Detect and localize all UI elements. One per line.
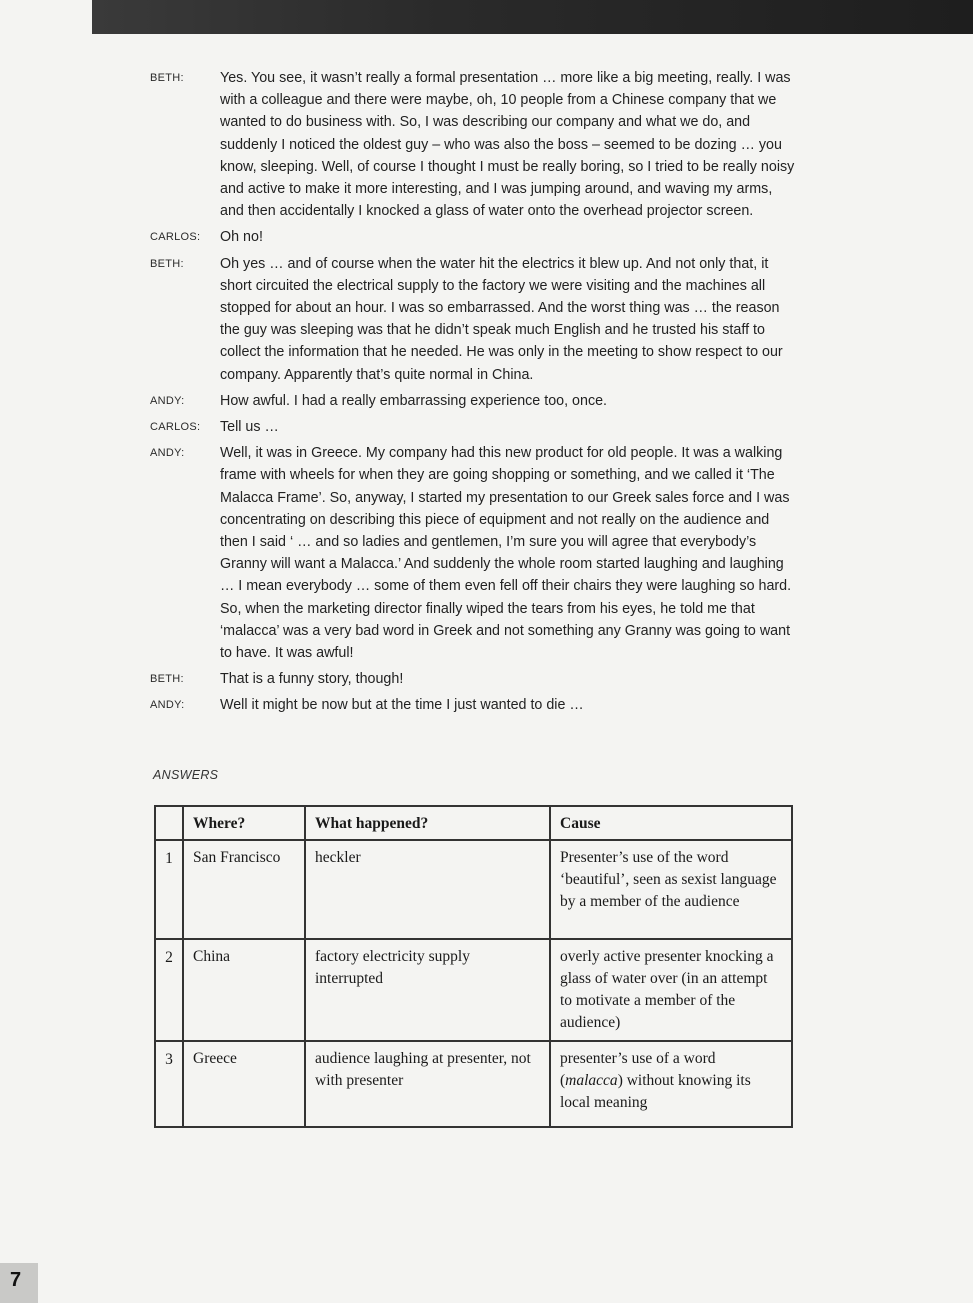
speaker-label: CARLOS:	[150, 421, 201, 434]
speaker-label: CARLOS:	[150, 231, 201, 244]
dialogue-transcript	[150, 67, 800, 721]
row-number: 1	[155, 840, 183, 939]
cause-text: ) without knowing its local meaning	[560, 1072, 751, 1111]
speech-text: That is a funny story, though!	[220, 671, 404, 688]
speaker-label: ANDY:	[150, 699, 185, 712]
cell-what-happened: factory electricity supply interrupted	[305, 939, 550, 1041]
answers-table	[154, 805, 793, 1128]
speech-text: Well it might be now but at the time I just wanted to die …	[220, 697, 584, 714]
dialogue-line	[150, 390, 800, 412]
cell-cause: overly active presenter knocking a glass of water over (in an attempt to motivate a member of the audience)	[550, 939, 792, 1041]
table-row	[155, 939, 792, 1041]
answers-heading: ANSWERS	[153, 768, 219, 782]
header-where: Where?	[183, 806, 305, 840]
speech-text: Well, it was in Greece. My company had this new product for old people. It was a walking frame with wheels for when they are going shopping or something, and we called it ‘The Malacca Frame’. So, anyway, I started my presentation to our Greek sales force and I was concentrating on describing this piece of equipment and not really on the audience and then I said ‘ … and so ladies and gentlemen, I’m sure you will agree that everybody’s Granny will want a Malacca.’ And suddenly the whole room started laughing and laughing … I mean everybody … some of them even fell off their chairs they were laughing so hard. So, when the marketing director finally wiped the tears from his eyes, he told me that ‘malacca’ was a very bad word in Greek and not something any Granny was going to want to have. It was awful!	[220, 445, 792, 662]
speech-text: Tell us …	[220, 419, 279, 436]
dialogue-line	[150, 67, 800, 222]
table-header-row	[155, 806, 792, 840]
cell-what-happened: heckler	[305, 840, 550, 939]
speaker-label: BETH:	[150, 673, 184, 686]
cause-italic-word: malacca	[565, 1072, 618, 1089]
cell-where: China	[183, 939, 305, 1041]
header-cause: Cause	[550, 806, 792, 840]
table-row	[155, 840, 792, 939]
table-row	[155, 1041, 792, 1127]
speech-text: Yes. You see, it wasn’t really a formal presentation … more like a big meeting, really. I was with a colleague and there were maybe, oh, 10 people from a Chinese company that we wanted to do business with. So, I was describing our company and what we do, and suddenly I noticed the oldest guy – who was also the boss – seemed to be dozing … you know, sleeping. Well, of course I thought I must be really boring, so I tried to be really noisy and active to make it more interesting, and I was jumping around, and waving my arms, and then accidentally I knocked a glass of water onto the overhead projector screen.	[220, 70, 795, 220]
cell-where: Greece	[183, 1041, 305, 1127]
cause-text: presenter’s use of a word (	[560, 1050, 716, 1089]
dialogue-line	[150, 694, 800, 716]
speech-text: Oh yes … and of course when the water hit the electrics it blew up. And not only that, it short circuited the electrical supply to the factory we were visiting and the machines all stopped for about an hour. I was so embarrassed. And the worst thing was … the reason the guy was sleeping was that he didn’t speak much English and he trusted his staff to collect the information that he needed. He was only in the meeting to show respect to our company. Apparently that’s quite normal in China.	[220, 255, 783, 383]
row-number: 3	[155, 1041, 183, 1127]
header-number	[155, 806, 183, 840]
speaker-label: ANDY:	[150, 394, 185, 407]
page-number: 7	[0, 1263, 38, 1303]
dialogue-line	[150, 253, 800, 386]
speaker-label: BETH:	[150, 257, 184, 270]
header-what-happened: What happened?	[305, 806, 550, 840]
header-bar	[92, 0, 973, 34]
cell-what-happened: audience laughing at presenter, not with presenter	[305, 1041, 550, 1127]
speaker-label: BETH:	[150, 72, 184, 84]
dialogue-line	[150, 416, 800, 438]
dialogue-line	[150, 442, 800, 664]
speech-text: How awful. I had a really embarrassing experience too, once.	[220, 392, 608, 409]
speech-text: Oh no!	[220, 229, 263, 246]
row-number: 2	[155, 939, 183, 1041]
dialogue-line	[150, 226, 800, 248]
speaker-label: ANDY:	[150, 447, 185, 460]
cell-where: San Francisco	[183, 840, 305, 939]
dialogue-line	[150, 668, 800, 690]
cell-cause	[550, 1041, 792, 1127]
cell-cause: Presenter’s use of the word ‘beautiful’, seen as sexist language by a member of the audience	[550, 840, 792, 939]
